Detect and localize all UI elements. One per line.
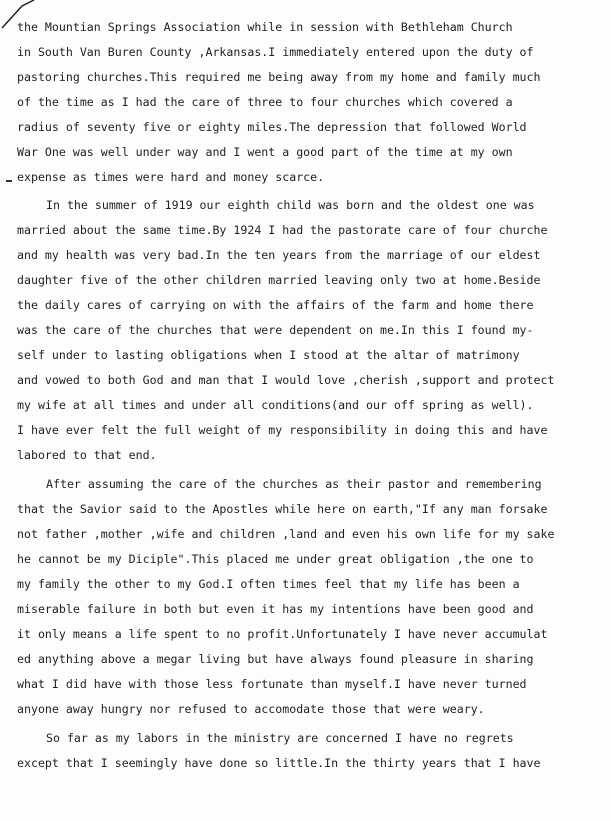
text-line: of the time as I had the care of three to four churches which covered a — [17, 95, 513, 109]
text-line: what I did have with those less fortunate than myself.I have never turned — [17, 677, 527, 691]
text-line: pastoring churches.This required me being away from my home and family much — [17, 70, 541, 84]
text-line: was the care of the churches that were dependent on me.In this I found my- — [17, 323, 534, 337]
text-line: In the summer of 1919 our eighth child was born and the oldest one was — [46, 198, 535, 212]
text-line: miserable failure in both but even it has my intentions have been good and — [17, 602, 534, 616]
text-line: my family the other to my God.I often times feel that my life has been a — [17, 577, 520, 591]
text-line: anyone away hungry nor refused to accomodate those that were weary. — [17, 702, 485, 716]
text-line: War One was well under way and I went a good part of the time at my own — [17, 145, 513, 159]
text-line: it only means a life spent to no profit.Unfortunately I have never accumulat — [17, 627, 548, 641]
text-line: except that I seemingly have done so little.In the thirty years that I have — [17, 756, 541, 770]
text-line: and vowed to both God and man that I would love ,cherish ,support and protect — [17, 373, 555, 387]
text-line: So far as my labors in the ministry are concerned I have no regrets — [46, 731, 514, 745]
text-line: that the Savior said to the Apostles while here on earth,"If any man forsake — [17, 502, 548, 516]
text-line: I have ever felt the full weight of my responsibility in doing this and have — [17, 423, 548, 437]
text-line: married about the same time.By 1924 I had the pastorate care of four churche — [17, 223, 548, 237]
text-line: and my health was very bad.In the ten years from the marriage of our eldest — [17, 248, 541, 262]
text-line: self under to lasting obligations when I stood at the altar of matrimony — [17, 348, 520, 362]
text-line: radius of seventy five or eighty miles.The depression that followed World — [17, 120, 527, 134]
text-line: not father ,mother ,wife and children ,land and even his own life for my sake — [17, 527, 555, 541]
text-line: my wife at all times and under all conditions(and our off spring as well). — [17, 398, 534, 412]
text-line: he cannot be my Diciple".This placed me under great obligation ,the one to — [17, 552, 534, 566]
text-line: the Mountian Springs Association while in session with Bethleham Church — [17, 20, 513, 34]
text-line: in South Van Buren County ,Arkansas.I immediately entered upon the duty of — [17, 45, 534, 59]
text-line: the daily cares of carrying on with the affairs of the farm and home there — [17, 298, 534, 312]
text-line: ed anything above a megar living but have always found pleasure in sharing — [17, 652, 534, 666]
text-line: daughter five of the other children married leaving only two at home.Beside — [17, 273, 541, 287]
text-line: labored to that end. — [17, 448, 157, 462]
text-line: expense as times were hard and money scarce. — [17, 170, 325, 184]
text-line: After assuming the care of the churches as their pastor and remembering — [46, 477, 542, 491]
